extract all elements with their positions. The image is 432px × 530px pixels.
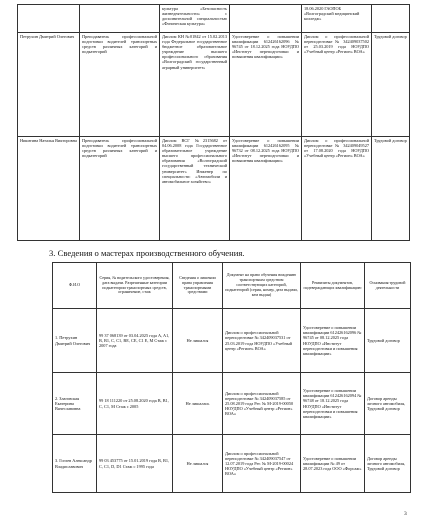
table-row — [53, 373, 411, 435]
teacher-retraining-diploma: Диплом о профессиональной переподготовке № 342409037502 от 25.03.2019 года НОУДПО «Учебный центр «Регион» ВОА» — [302, 33, 372, 137]
masters-table — [52, 262, 411, 493]
master-qualification: Удостоверение о повышении квалификации 612426162096 № 96745 от 08.12.2025 года НОУДПО «Институт переподготовки и повышения квалификации» — [301, 309, 365, 373]
master-training-document: Диплом о профессиональной переподготовке № 342409037531 от 25.03.2019 года НОУДПО «Учебный центр «Регион» ВОА» — [223, 309, 301, 373]
master-deprivation: Не лишался — [173, 435, 223, 493]
column-header: Основания трудовой деятельности — [365, 263, 411, 309]
master-qualification: Удостоверение о повышении квалификации 612426162094 № 96748 от 18.12.2025 года НОУДПО «Институт переподготовки и повышения квалификации» — [301, 373, 365, 435]
section-title: 3. Сведения о мастерах производственного обучения. — [49, 248, 245, 258]
page-number: 3 — [404, 511, 407, 517]
teacher-diploma: Диплом КН №01842 от 15.02.2013 года Федеральное государственное бюджетное образовательное учреждение высшего профессионального образования «Волгоградский государственный аграрный университет» — [160, 33, 230, 137]
master-deprivation: Не лишалась — [173, 373, 223, 435]
column-header: Реквизиты документов, подтверждающих квалификацию — [301, 263, 365, 309]
table-row — [53, 309, 411, 373]
master-training-document: Диплом о профессиональной переподготовке № 342409037547 от 12.07.2019 года Рег. № М-2019-00024 НОУДПО «Учебный центр «Регион» ВОА» — [223, 435, 301, 493]
teacher-contract: Трудовой договор — [372, 137, 410, 241]
teacher-retraining-diploma: Диплом о профессиональной переподготовке № 342409049527 от 17.08.2020 года НОУДПО «Учебный центр «Регион» ВОА» — [302, 137, 372, 241]
table-header-row — [53, 263, 411, 309]
column-header: Серия, № водительского удостоверения, дата выдачи. Разрешенные категории подкатегории транспортных средств, ограничение, стаж — [97, 263, 173, 309]
column-header: Ф.И.О — [53, 263, 97, 309]
master-training-document: Диплом о профессиональной переподготовке № 342409037585 от 25.08.2019 года Рег. № М-2019-00050 НОУДПО «Учебный центр «Регион» ВОА» — [223, 373, 301, 435]
column-header: Сведения о лишении права управления транспортными средствами — [173, 263, 223, 309]
master-license: 99 37 068139 от 03.04.2025 года A, A1, B, B1, C, C1, BE, CE, C1 E, M Стаж с 2007 года — [97, 309, 173, 373]
master-basis: Договор аренды личного автомобиля, Трудовой договор — [365, 373, 411, 435]
master-deprivation: Не лишался — [173, 309, 223, 373]
teacher-position: Преподаватель профессиональной подготовки водителей транспортных средств различных категорий и подкатегорий — [80, 33, 160, 137]
table-cell: культура «Безопасность жизнедеятельности» с дополнительной специальностью «Физическая культура» — [160, 5, 230, 33]
teacher-name: Петрухин Дмитрий Олегович — [18, 33, 80, 137]
master-basis: Трудовой договор — [365, 309, 411, 373]
table-row — [18, 33, 410, 137]
teacher-name: Никитина Наталья Викторовна — [18, 137, 80, 241]
teacher-certificate: Удостоверение о повышении квалификации 612426162096 № 96745 от 18.12.2025 года НОУДПО «Институт переподготовки и повышения квалификации» — [230, 33, 302, 137]
table-row — [53, 435, 411, 493]
master-basis: Договор аренды личного автомобиля, Трудовой договор — [365, 435, 411, 493]
table-cell: 18.06.2020 ГАОПОБ «Волгоградский медицинский колледж» — [302, 5, 372, 33]
table-row — [18, 137, 410, 241]
teacher-diploma: Диплом ВСГ №2315682 от 04.06.2008 года Государственное образовательное учреждение высшего профессионального образования «Волгоградский государственный технический университет» Инженер по специальности: «Автомобили и автомобильное хозяйство» — [160, 137, 230, 241]
column-header: Документ на право обучения вождению транспортным средством соответствующих категорий, подкатегорий (серия, номер, дата выдачи, кем выдан) — [223, 263, 301, 309]
teacher-contract: Трудовой договор — [372, 33, 410, 137]
master-license: 99 18 111220 от 25.08.2020 года B, B1, C, C1, M Стаж с 2005 — [97, 373, 173, 435]
master-qualification: Удостоверение о повышении квалификации № 49 от 28.07.2023 года ООО «Форсаж» — [301, 435, 365, 493]
table-row — [18, 5, 410, 33]
master-name: 1. Петрухин Дмитрий Олегович — [53, 309, 97, 373]
teacher-position: Преподаватель профессиональной подготовки водителей транспортных средств различных категорий и подкатегорий — [80, 137, 160, 241]
master-license: 99 03 453775 от 15.01.2019 года B, B1, C, C1, D, D1 Стаж с 1995 года — [97, 435, 173, 493]
teacher-certificate: Удостоверение о повышении квалификации 612426162095 № 96732 от 08.12.2025 года НОУДПО «Институт переподготовки и повышения квалификации» — [230, 137, 302, 241]
master-name: 3. Гоглев Александр Владиславович — [53, 435, 97, 493]
master-name: 2. Злаговская Екатерина Вячеславовна — [53, 373, 97, 435]
teachers-table — [17, 4, 410, 241]
